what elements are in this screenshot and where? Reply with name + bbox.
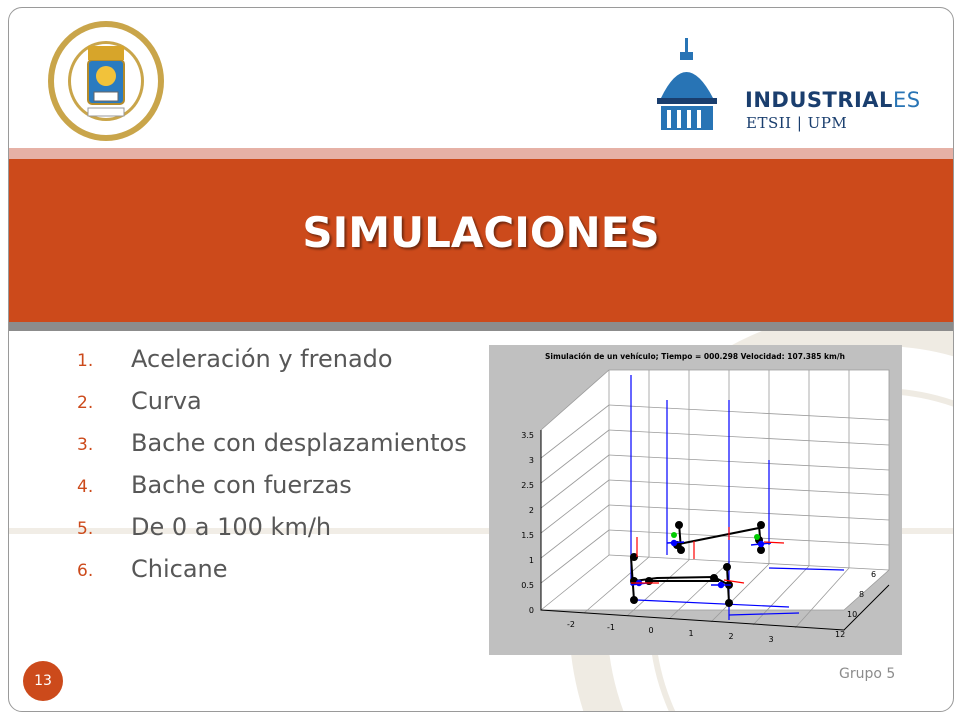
list-item: 4. Bache con fuerzas [77, 471, 352, 499]
chart-title: Simulación de un vehículo; Tiempo = 000.298 Velocidad: 107.385 km/h [545, 352, 845, 361]
list-item: 5. De 0 a 100 km/h [77, 513, 332, 541]
x-tick-label: 2 [728, 632, 734, 641]
x-tick-label: -2 [567, 620, 575, 629]
y-tick-label: 6 [871, 570, 877, 579]
list-item: 1. Aceleración y frenado [77, 345, 393, 373]
x-tick-label: 0 [648, 626, 654, 635]
z-tick-label: 2 [528, 506, 534, 515]
title-bottom-band [9, 322, 953, 331]
industriales-subtitle: ETSII | UPM [746, 114, 848, 132]
z-tick-label: 0.5 [521, 581, 534, 590]
title-top-band [9, 148, 953, 159]
slide-title: SIMULACIONES [302, 208, 660, 257]
x-tick-label: 3 [768, 635, 774, 644]
z-tick-label: 1.5 [521, 531, 534, 540]
simulation-list [69, 343, 469, 595]
y-tick-label: 8 [859, 590, 865, 599]
z-tick-label: 1 [528, 556, 534, 565]
slide-number-badge: 13 [23, 661, 63, 701]
y-tick-label: 12 [835, 630, 846, 639]
y-tick-label: 10 [847, 610, 858, 619]
x-tick-label: 1 [688, 629, 694, 638]
x-tick-label: -1 [607, 623, 615, 632]
slide-frame [8, 7, 954, 712]
list-item: 3. Bache con desplazamientos [77, 429, 467, 457]
upm-seal-logo [44, 18, 169, 145]
industriales-wordmark: INDUSTRIALES [745, 88, 921, 112]
z-tick-label: 2.5 [521, 481, 534, 490]
footer-group: Grupo 5 [839, 666, 896, 682]
simulation-chart [489, 345, 902, 655]
industriales-logo [651, 36, 921, 136]
z-tick-label: 3 [528, 456, 534, 465]
simulation-chart-svg [489, 345, 902, 655]
z-tick-label: 0 [528, 606, 534, 615]
z-tick-label: 3.5 [521, 431, 534, 440]
list-item: 6. Chicane [77, 555, 228, 583]
list-item: 2. Curva [77, 387, 202, 415]
